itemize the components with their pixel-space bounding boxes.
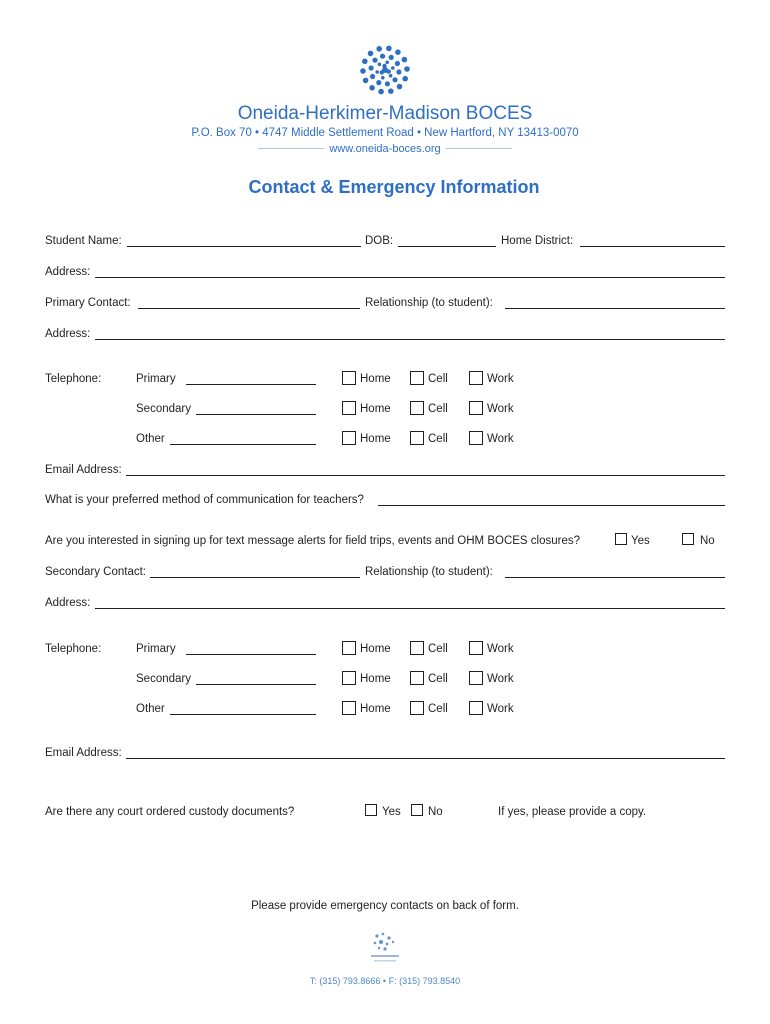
secondary-secondary-work-checkbox[interactable] [469, 671, 483, 685]
boces-logo-icon [355, 40, 415, 100]
primary-other-home-label: Home [360, 433, 391, 445]
org-website[interactable]: www.oneida-boces.org [329, 143, 441, 155]
secondary-other-home-label: Home [360, 703, 391, 715]
secondary-email-field[interactable] [126, 758, 725, 759]
primary-email-label: Email Address: [45, 464, 122, 476]
primary-relationship-field[interactable] [505, 308, 725, 309]
secondary-address-field[interactable] [95, 608, 725, 609]
secondary-contact-field[interactable] [150, 577, 360, 578]
primary-secondary-work-checkbox[interactable] [469, 401, 483, 415]
primary-address-field[interactable] [95, 339, 725, 340]
primary-other-home-checkbox[interactable] [342, 431, 356, 445]
primary-telephone-label: Telephone: [45, 373, 102, 385]
primary-secondary-cell-label: Cell [428, 403, 448, 415]
secondary-secondary-phone-label: Secondary [136, 673, 191, 685]
secondary-primary-cell-checkbox[interactable] [410, 641, 424, 655]
text-alerts-no-checkbox[interactable] [682, 533, 694, 545]
secondary-contact-label: Secondary Contact: [45, 566, 147, 578]
primary-secondary-home-checkbox[interactable] [342, 401, 356, 415]
primary-contact-field[interactable] [138, 308, 360, 309]
primary-other-phone-label: Other [136, 433, 165, 445]
secondary-primary-work-checkbox[interactable] [469, 641, 483, 655]
primary-primary-work-checkbox[interactable] [469, 371, 483, 385]
secondary-secondary-phone-field[interactable] [196, 684, 316, 685]
text-alerts-yes-label: Yes [631, 535, 650, 547]
secondary-primary-cell-label: Cell [428, 643, 448, 655]
secondary-secondary-cell-checkbox[interactable] [410, 671, 424, 685]
primary-secondary-phone-field[interactable] [196, 414, 316, 415]
primary-relationship-label: Relationship (to student): [365, 297, 493, 309]
footer-phone-fax: T: (315) 793.8666 • F: (315) 793.8540 [309, 976, 461, 986]
primary-primary-phone-label: Primary [136, 373, 176, 385]
custody-no-checkbox[interactable] [411, 804, 423, 816]
secondary-secondary-cell-label: Cell [428, 673, 448, 685]
primary-other-work-label: Work [487, 433, 514, 445]
text-alerts-question: Are you interested in signing up for text message alerts for field trips, events and OHM BOCES closures? [45, 535, 580, 547]
primary-secondary-work-label: Work [487, 403, 514, 415]
primary-other-cell-checkbox[interactable] [410, 431, 424, 445]
primary-primary-phone-field[interactable] [186, 384, 316, 385]
primary-secondary-phone-label: Secondary [136, 403, 191, 415]
secondary-primary-phone-label: Primary [136, 643, 176, 655]
primary-email-field[interactable] [126, 475, 725, 476]
footer-logo-icon [365, 930, 405, 970]
primary-secondary-home-label: Home [360, 403, 391, 415]
student-name-field[interactable] [127, 246, 361, 247]
secondary-other-cell-checkbox[interactable] [410, 701, 424, 715]
secondary-email-label: Email Address: [45, 747, 122, 759]
custody-no-label: No [428, 806, 443, 818]
primary-primary-work-label: Work [487, 373, 514, 385]
secondary-primary-home-checkbox[interactable] [342, 641, 356, 655]
secondary-other-phone-label: Other [136, 703, 165, 715]
text-alerts-no-label: No [700, 535, 715, 547]
secondary-secondary-work-label: Work [487, 673, 514, 685]
secondary-primary-phone-field[interactable] [186, 654, 316, 655]
primary-primary-home-label: Home [360, 373, 391, 385]
secondary-address-label: Address: [45, 597, 91, 609]
website-rule-right [446, 148, 512, 149]
dob-field[interactable] [398, 246, 496, 247]
primary-primary-cell-label: Cell [428, 373, 448, 385]
secondary-other-work-label: Work [487, 703, 514, 715]
student-name-label: Student Name: [45, 235, 122, 247]
org-address: P.O. Box 70 • 4747 Middle Settlement Road • New Hartford, NY 13413-0070 [191, 127, 579, 139]
preferred-method-field[interactable] [378, 505, 725, 506]
student-address-label: Address: [45, 266, 91, 278]
secondary-other-phone-field[interactable] [170, 714, 316, 715]
custody-yes-checkbox[interactable] [365, 804, 377, 816]
primary-contact-label: Primary Contact: [45, 297, 131, 309]
secondary-relationship-field[interactable] [505, 577, 725, 578]
primary-other-phone-field[interactable] [170, 444, 316, 445]
secondary-secondary-home-label: Home [360, 673, 391, 685]
primary-other-cell-label: Cell [428, 433, 448, 445]
primary-secondary-cell-checkbox[interactable] [410, 401, 424, 415]
secondary-primary-work-label: Work [487, 643, 514, 655]
secondary-other-work-checkbox[interactable] [469, 701, 483, 715]
form-title: Contact & Emergency Information [248, 177, 540, 197]
secondary-primary-home-label: Home [360, 643, 391, 655]
org-name: Oneida-Herkimer-Madison BOCES [237, 103, 533, 124]
secondary-other-cell-label: Cell [428, 703, 448, 715]
text-alerts-yes-checkbox[interactable] [615, 533, 627, 545]
dob-label: DOB: [365, 235, 394, 247]
primary-primary-home-checkbox[interactable] [342, 371, 356, 385]
preferred-method-label: What is your preferred method of communication for teachers? [45, 494, 364, 506]
student-address-field[interactable] [95, 277, 725, 278]
custody-yes-label: Yes [382, 806, 401, 818]
custody-question: Are there any court ordered custody documents? [45, 806, 295, 818]
secondary-telephone-label: Telephone: [45, 643, 102, 655]
custody-note: If yes, please provide a copy. [498, 806, 647, 818]
primary-primary-cell-checkbox[interactable] [410, 371, 424, 385]
secondary-secondary-home-checkbox[interactable] [342, 671, 356, 685]
secondary-other-home-checkbox[interactable] [342, 701, 356, 715]
secondary-relationship-label: Relationship (to student): [365, 566, 493, 578]
emergency-contacts-note: Please provide emergency contacts on back of form. [251, 900, 519, 912]
primary-other-work-checkbox[interactable] [469, 431, 483, 445]
home-district-field[interactable] [580, 246, 725, 247]
primary-address-label: Address: [45, 328, 91, 340]
home-district-label: Home District: [501, 235, 574, 247]
